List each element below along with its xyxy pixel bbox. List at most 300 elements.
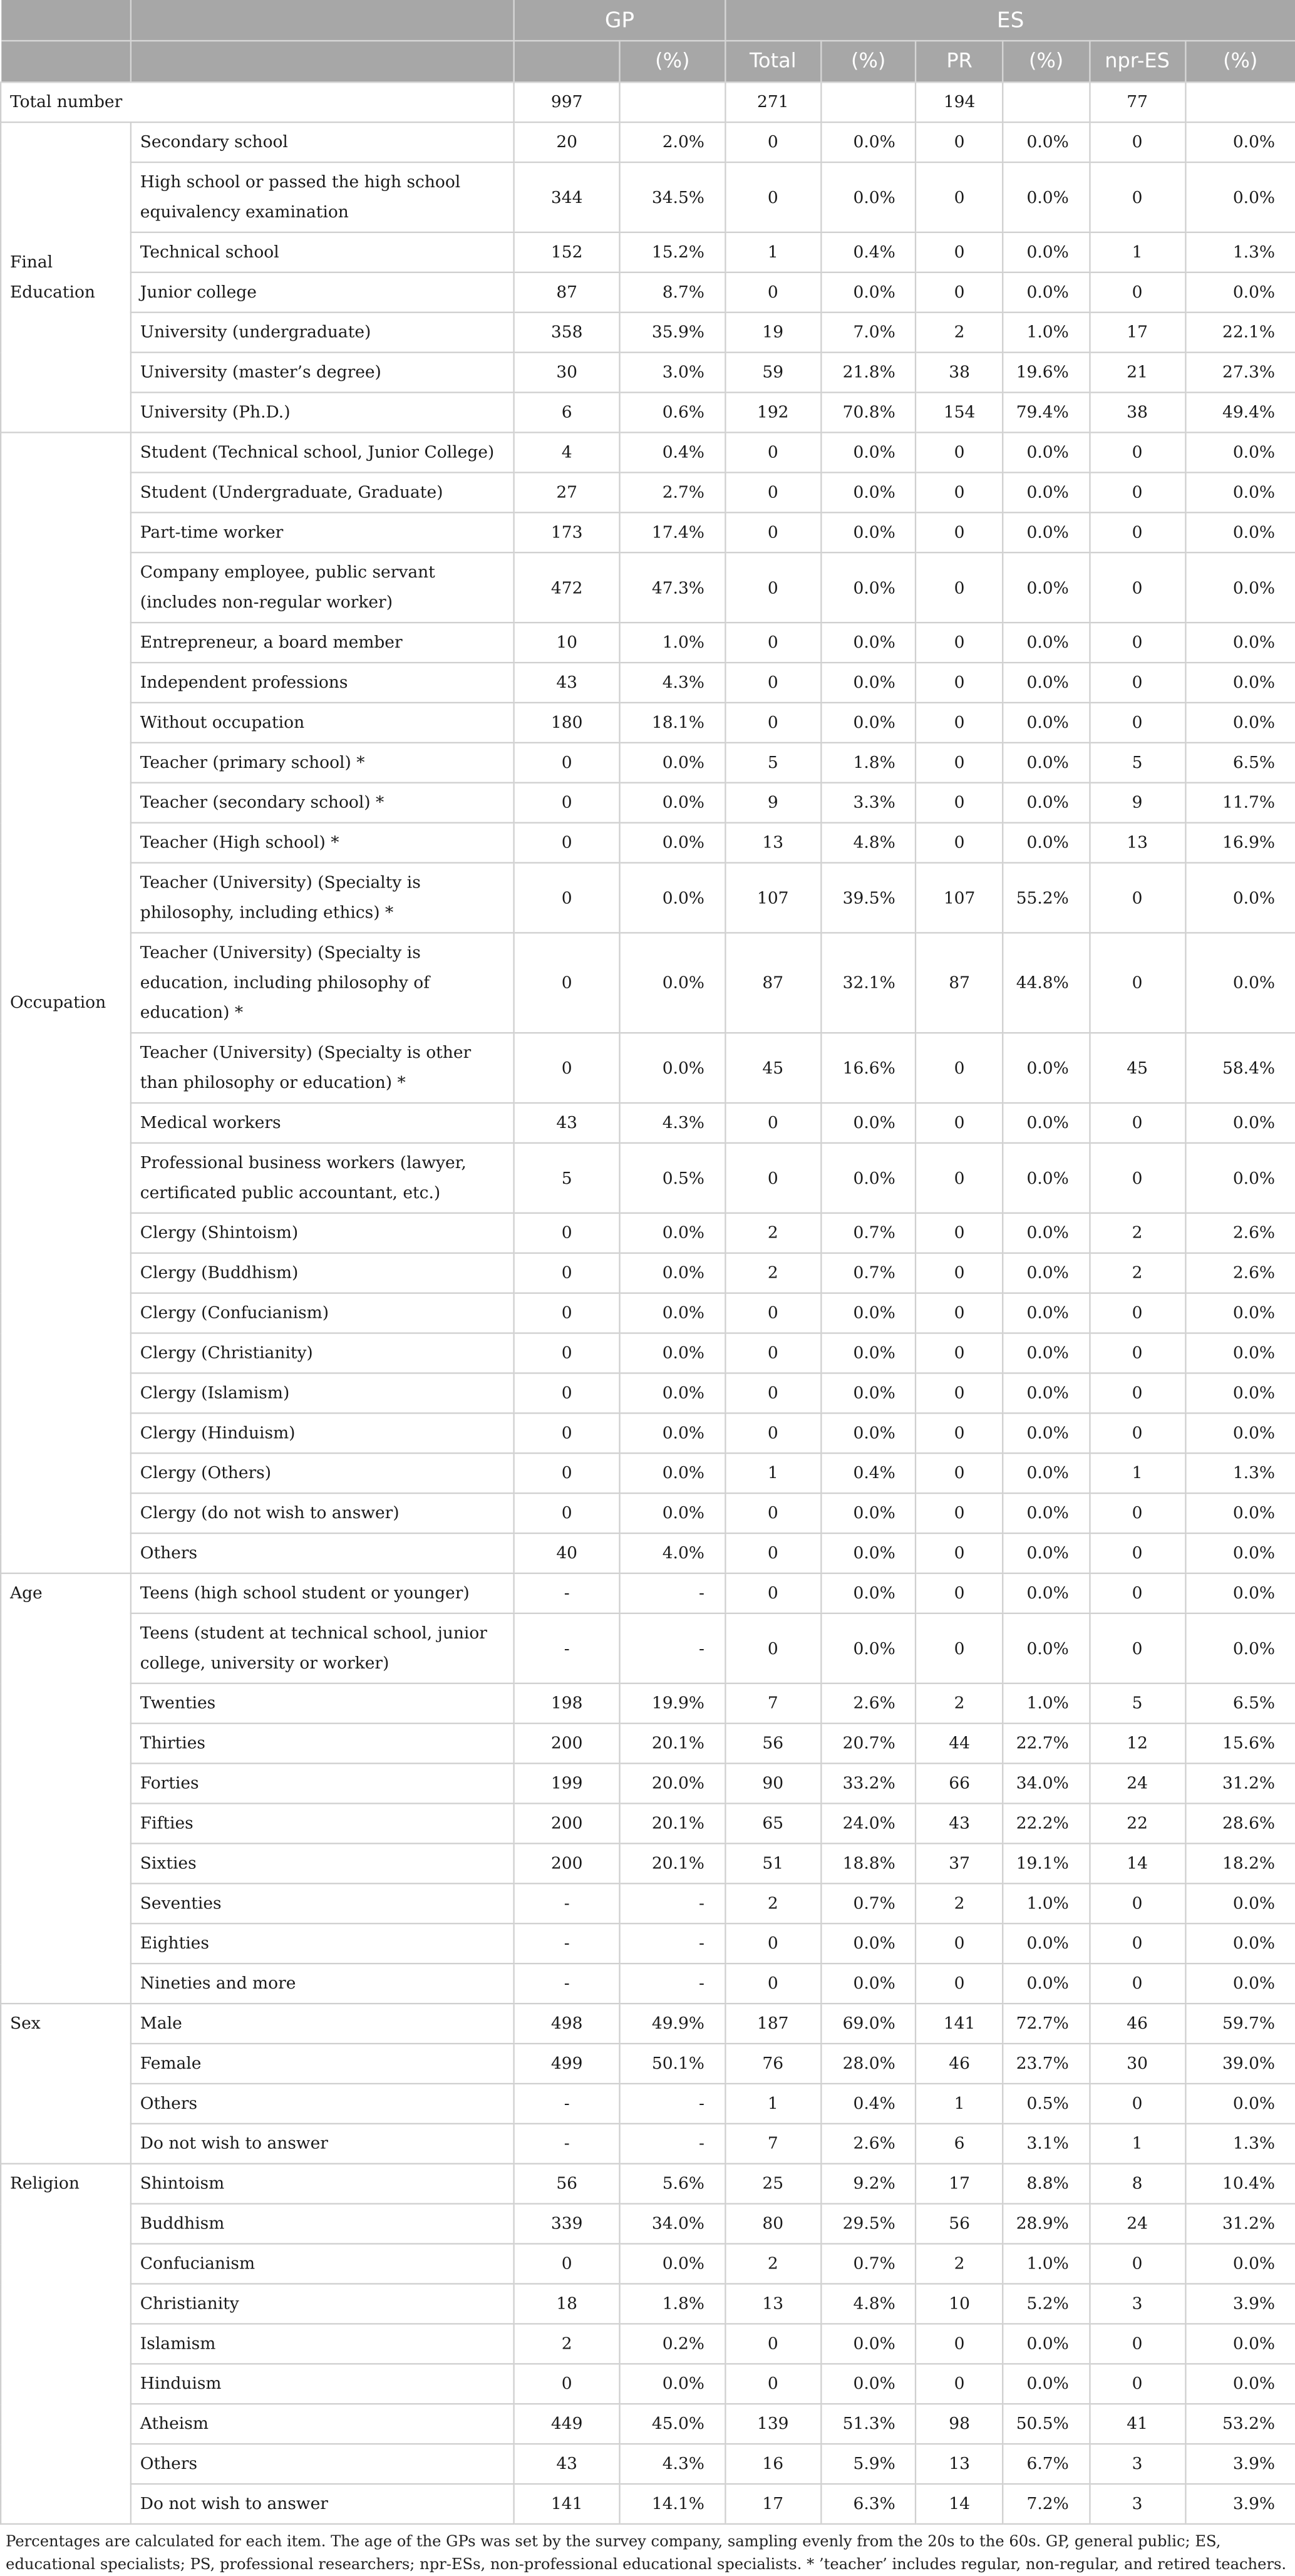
pr-pct-cell: 0.0% xyxy=(1003,743,1090,783)
category-cell: Sex xyxy=(1,2004,131,2164)
pr-count-cell: 0 xyxy=(916,1493,1003,1533)
es-total-cell: 0 xyxy=(725,1293,820,1333)
header-blank-cell xyxy=(1,41,131,82)
row-label: Teacher (High school) * xyxy=(131,823,514,863)
npr-es-pct-cell: 0.0% xyxy=(1185,2364,1295,2404)
row-label: Technical school xyxy=(131,232,514,272)
npr-es-pct-cell: 2.6% xyxy=(1185,1213,1295,1253)
pr-count-cell: 0 xyxy=(916,663,1003,703)
npr-es-pct-cell: 1.3% xyxy=(1185,2124,1295,2164)
pr-pct-cell: 0.0% xyxy=(1003,162,1090,232)
gp-pct-cell: 14.1% xyxy=(619,2484,725,2524)
table-row xyxy=(1,1213,1295,1253)
npr-es-count-cell: 9 xyxy=(1090,783,1185,823)
npr-es-pct-cell: 15.6% xyxy=(1185,1724,1295,1764)
gp-pct-cell: 3.0% xyxy=(619,353,725,393)
gp-pct-cell: 15.2% xyxy=(619,232,725,272)
total-es-pct xyxy=(820,82,916,122)
table-row xyxy=(1,393,1295,433)
pr-count-cell: 0 xyxy=(916,1103,1003,1143)
npr-es-count-cell: 0 xyxy=(1090,703,1185,743)
gp-count-cell: 4 xyxy=(514,432,620,472)
npr-es-pct-cell: 0.0% xyxy=(1185,663,1295,703)
npr-es-pct-cell: 0.0% xyxy=(1185,623,1295,663)
row-label: Teens (high school student or younger) xyxy=(131,1573,514,1613)
es-total-cell: 13 xyxy=(725,823,820,863)
header-es-total: Total xyxy=(725,41,820,82)
table-row xyxy=(1,823,1295,863)
gp-pct-cell: 4.0% xyxy=(619,1533,725,1573)
es-total-pct-cell: 4.8% xyxy=(820,2284,916,2324)
pr-pct-cell: 0.0% xyxy=(1003,512,1090,552)
npr-es-pct-cell: 1.3% xyxy=(1185,232,1295,272)
es-total-cell: 59 xyxy=(725,353,820,393)
npr-es-pct-cell: 0.0% xyxy=(1185,432,1295,472)
table-row xyxy=(1,2164,1295,2204)
es-total-cell: 0 xyxy=(725,623,820,663)
es-total-cell: 5 xyxy=(725,743,820,783)
row-label: Nineties and more xyxy=(131,1963,514,2004)
total-es: 271 xyxy=(725,82,820,122)
es-total-cell: 0 xyxy=(725,1923,820,1963)
pr-pct-cell: 0.0% xyxy=(1003,1333,1090,1373)
gp-pct-cell: - xyxy=(619,1923,725,1963)
gp-count-cell: 0 xyxy=(514,1213,620,1253)
gp-count-cell: 0 xyxy=(514,1293,620,1333)
es-total-cell: 0 xyxy=(725,472,820,512)
npr-es-pct-cell: 39.0% xyxy=(1185,2044,1295,2084)
es-total-cell: 0 xyxy=(725,1533,820,1573)
row-label: Clergy (do not wish to answer) xyxy=(131,1493,514,1533)
npr-es-count-cell: 13 xyxy=(1090,823,1185,863)
pr-count-cell: 17 xyxy=(916,2164,1003,2204)
pr-count-cell: 107 xyxy=(916,863,1003,933)
npr-es-pct-cell: 2.6% xyxy=(1185,1253,1295,1293)
es-total-pct-cell: 33.2% xyxy=(820,1764,916,1804)
npr-es-count-cell: 21 xyxy=(1090,353,1185,393)
npr-es-pct-cell: 0.0% xyxy=(1185,1103,1295,1143)
es-total-cell: 2 xyxy=(725,1213,820,1253)
npr-es-count-cell: 0 xyxy=(1090,2364,1185,2404)
gp-pct-cell: 0.0% xyxy=(619,933,725,1033)
pr-count-cell: 0 xyxy=(916,623,1003,663)
row-label: Teacher (primary school) * xyxy=(131,743,514,783)
row-label: Without occupation xyxy=(131,703,514,743)
gp-count-cell: 0 xyxy=(514,1373,620,1413)
npr-es-count-cell: 0 xyxy=(1090,1963,1185,2004)
row-label: Shintoism xyxy=(131,2164,514,2204)
es-total-pct-cell: 0.0% xyxy=(820,623,916,663)
pr-pct-cell: 0.0% xyxy=(1003,823,1090,863)
es-total-cell: 90 xyxy=(725,1764,820,1804)
es-total-pct-cell: 5.9% xyxy=(820,2444,916,2484)
pr-pct-cell: 1.0% xyxy=(1003,1684,1090,1724)
es-total-cell: 192 xyxy=(725,393,820,433)
npr-es-count-cell: 14 xyxy=(1090,1843,1185,1883)
row-label: Confucianism xyxy=(131,2244,514,2284)
pr-pct-cell: 0.0% xyxy=(1003,232,1090,272)
npr-es-count-cell: 3 xyxy=(1090,2284,1185,2324)
npr-es-count-cell: 38 xyxy=(1090,393,1185,433)
row-label: Christianity xyxy=(131,2284,514,2324)
row-label: Thirties xyxy=(131,1724,514,1764)
es-total-pct-cell: 18.8% xyxy=(820,1843,916,1883)
npr-es-count-cell: 17 xyxy=(1090,313,1185,353)
es-total-cell: 0 xyxy=(725,1613,820,1684)
gp-count-cell: 200 xyxy=(514,1803,620,1843)
es-total-pct-cell: 0.0% xyxy=(820,552,916,623)
table-row xyxy=(1,1883,1295,1923)
npr-es-pct-cell: 0.0% xyxy=(1185,552,1295,623)
gp-count-cell: 87 xyxy=(514,272,620,313)
pr-pct-cell: 44.8% xyxy=(1003,933,1090,1033)
row-label: Medical workers xyxy=(131,1103,514,1143)
es-total-cell: 9 xyxy=(725,783,820,823)
npr-es-count-cell: 0 xyxy=(1090,1533,1185,1573)
pr-count-cell: 0 xyxy=(916,2364,1003,2404)
gp-pct-cell: 34.5% xyxy=(619,162,725,232)
gp-pct-cell: 0.6% xyxy=(619,393,725,433)
gp-count-cell: 0 xyxy=(514,933,620,1033)
npr-es-count-cell: 3 xyxy=(1090,2484,1185,2524)
npr-es-count-cell: 8 xyxy=(1090,2164,1185,2204)
gp-pct-cell: 1.8% xyxy=(619,2284,725,2324)
es-total-pct-cell: 0.0% xyxy=(820,1533,916,1573)
header-blank-cell xyxy=(131,41,514,82)
row-label: Clergy (Shintoism) xyxy=(131,1213,514,1253)
table-row xyxy=(1,122,1295,162)
table-row xyxy=(1,1613,1295,1684)
pr-pct-cell: 1.0% xyxy=(1003,1883,1090,1923)
es-total-pct-cell: 0.4% xyxy=(820,2084,916,2124)
gp-pct-cell: 0.0% xyxy=(619,2244,725,2284)
pr-count-cell: 2 xyxy=(916,2244,1003,2284)
npr-es-pct-cell: 58.4% xyxy=(1185,1033,1295,1103)
npr-es-count-cell: 0 xyxy=(1090,2244,1185,2284)
es-total-cell: 19 xyxy=(725,313,820,353)
pr-pct-cell: 0.0% xyxy=(1003,703,1090,743)
pr-count-cell: 2 xyxy=(916,313,1003,353)
npr-es-count-cell: 5 xyxy=(1090,1684,1185,1724)
row-label: Seventies xyxy=(131,1883,514,1923)
table-row xyxy=(1,272,1295,313)
gp-pct-cell: 0.2% xyxy=(619,2324,725,2364)
row-label: Teacher (University) (Specialty is education, including philosophy of education) * xyxy=(131,933,514,1033)
gp-pct-cell: 47.3% xyxy=(619,552,725,623)
es-total-cell: 0 xyxy=(725,1103,820,1143)
es-total-cell: 0 xyxy=(725,1333,820,1373)
gp-count-cell: - xyxy=(514,1963,620,2004)
gp-pct-cell: 2.0% xyxy=(619,122,725,162)
npr-es-count-cell: 0 xyxy=(1090,1883,1185,1923)
gp-count-cell: 449 xyxy=(514,2404,620,2444)
npr-es-count-cell: 0 xyxy=(1090,1493,1185,1533)
npr-es-count-cell: 0 xyxy=(1090,1613,1185,1684)
pr-count-cell: 0 xyxy=(916,1213,1003,1253)
gp-count-cell: 0 xyxy=(514,2244,620,2284)
pr-count-cell: 0 xyxy=(916,122,1003,162)
npr-es-pct-cell: 0.0% xyxy=(1185,1143,1295,1213)
pr-pct-cell: 0.0% xyxy=(1003,1613,1090,1684)
npr-es-pct-cell: 0.0% xyxy=(1185,1533,1295,1573)
gp-count-cell: 6 xyxy=(514,393,620,433)
es-total-cell: 0 xyxy=(725,1963,820,2004)
table-row xyxy=(1,1533,1295,1573)
row-label: Clergy (Others) xyxy=(131,1453,514,1493)
gp-pct-cell: 0.5% xyxy=(619,1143,725,1213)
pr-count-cell: 66 xyxy=(916,1764,1003,1804)
pr-pct-cell: 0.0% xyxy=(1003,1253,1090,1293)
npr-es-pct-cell: 6.5% xyxy=(1185,743,1295,783)
es-total-pct-cell: 0.0% xyxy=(820,1573,916,1613)
pr-count-cell: 154 xyxy=(916,393,1003,433)
pr-pct-cell: 0.0% xyxy=(1003,1533,1090,1573)
es-total-pct-cell: 2.6% xyxy=(820,1684,916,1724)
pr-pct-cell: 0.0% xyxy=(1003,2364,1090,2404)
gp-pct-cell: 0.0% xyxy=(619,1333,725,1373)
npr-es-count-cell: 12 xyxy=(1090,1724,1185,1764)
pr-pct-cell: 0.0% xyxy=(1003,1493,1090,1533)
gp-count-cell: 200 xyxy=(514,1843,620,1883)
pr-pct-cell: 0.0% xyxy=(1003,1143,1090,1213)
es-total-cell: 87 xyxy=(725,933,820,1033)
pr-pct-cell: 0.0% xyxy=(1003,623,1090,663)
es-total-pct-cell: 21.8% xyxy=(820,353,916,393)
es-total-pct-cell: 1.8% xyxy=(820,743,916,783)
es-total-pct-cell: 0.7% xyxy=(820,1883,916,1923)
header-es: ES xyxy=(725,0,1295,41)
npr-es-pct-cell: 0.0% xyxy=(1185,1493,1295,1533)
row-label: Islamism xyxy=(131,2324,514,2364)
es-total-cell: 56 xyxy=(725,1724,820,1764)
row-label: Eighties xyxy=(131,1923,514,1963)
es-total-pct-cell: 0.0% xyxy=(820,2364,916,2404)
table-row xyxy=(1,2244,1295,2284)
es-total-pct-cell: 32.1% xyxy=(820,933,916,1033)
pr-pct-cell: 34.0% xyxy=(1003,1764,1090,1804)
pr-count-cell: 0 xyxy=(916,232,1003,272)
pr-count-cell: 1 xyxy=(916,2084,1003,2124)
pr-count-cell: 0 xyxy=(916,1573,1003,1613)
gp-count-cell: 20 xyxy=(514,122,620,162)
es-total-pct-cell: 69.0% xyxy=(820,2004,916,2044)
es-total-pct-cell: 16.6% xyxy=(820,1033,916,1103)
es-total-cell: 2 xyxy=(725,2244,820,2284)
pr-count-cell: 0 xyxy=(916,743,1003,783)
gp-pct-cell: - xyxy=(619,1613,725,1684)
pr-count-cell: 0 xyxy=(916,1373,1003,1413)
npr-es-pct-cell: 0.0% xyxy=(1185,703,1295,743)
row-label: Do not wish to answer xyxy=(131,2484,514,2524)
gp-count-cell: 43 xyxy=(514,2444,620,2484)
row-label: Student (Technical school, Junior College) xyxy=(131,432,514,472)
table-row xyxy=(1,512,1295,552)
npr-es-count-cell: 0 xyxy=(1090,623,1185,663)
es-total-pct-cell: 0.0% xyxy=(820,1493,916,1533)
es-total-pct-cell: 0.0% xyxy=(820,162,916,232)
table-row xyxy=(1,623,1295,663)
pr-count-cell: 6 xyxy=(916,2124,1003,2164)
pr-count-cell: 0 xyxy=(916,272,1003,313)
header-group-row xyxy=(1,0,1295,41)
npr-es-pct-cell: 0.0% xyxy=(1185,1613,1295,1684)
es-total-pct-cell: 0.0% xyxy=(820,1293,916,1333)
npr-es-count-cell: 0 xyxy=(1090,512,1185,552)
table-row xyxy=(1,1333,1295,1373)
pr-pct-cell: 22.7% xyxy=(1003,1724,1090,1764)
gp-pct-cell: - xyxy=(619,1883,725,1923)
row-label: Male xyxy=(131,2004,514,2044)
es-total-pct-cell: 0.0% xyxy=(820,703,916,743)
gp-pct-cell: 50.1% xyxy=(619,2044,725,2084)
es-total-cell: 16 xyxy=(725,2444,820,2484)
pr-count-cell: 0 xyxy=(916,823,1003,863)
pr-count-cell: 56 xyxy=(916,2204,1003,2244)
pr-pct-cell: 0.0% xyxy=(1003,1413,1090,1453)
pr-count-cell: 0 xyxy=(916,2324,1003,2364)
gp-count-cell: 2 xyxy=(514,2324,620,2364)
es-total-pct-cell: 6.3% xyxy=(820,2484,916,2524)
gp-count-cell: 472 xyxy=(514,552,620,623)
row-label: Do not wish to answer xyxy=(131,2124,514,2164)
npr-es-count-cell: 0 xyxy=(1090,552,1185,623)
gp-count-cell: 339 xyxy=(514,2204,620,2244)
gp-count-cell: 27 xyxy=(514,472,620,512)
gp-count-cell: 141 xyxy=(514,2484,620,2524)
pr-pct-cell: 0.0% xyxy=(1003,1573,1090,1613)
total-pr-pct xyxy=(1003,82,1090,122)
pr-pct-cell: 0.0% xyxy=(1003,663,1090,703)
npr-es-count-cell: 24 xyxy=(1090,2204,1185,2244)
gp-pct-cell: 20.1% xyxy=(619,1724,725,1764)
table-row xyxy=(1,313,1295,353)
es-total-cell: 0 xyxy=(725,512,820,552)
es-total-cell: 0 xyxy=(725,1143,820,1213)
npr-es-count-cell: 0 xyxy=(1090,663,1185,703)
npr-es-pct-cell: 49.4% xyxy=(1185,393,1295,433)
gp-pct-cell: 35.9% xyxy=(619,313,725,353)
gp-count-cell: 180 xyxy=(514,703,620,743)
es-total-pct-cell: 39.5% xyxy=(820,863,916,933)
header-blank-cell xyxy=(1,0,131,41)
pr-pct-cell: 0.0% xyxy=(1003,1293,1090,1333)
npr-es-count-cell: 45 xyxy=(1090,1033,1185,1103)
gp-pct-cell: 20.1% xyxy=(619,1803,725,1843)
pr-pct-cell: 0.0% xyxy=(1003,1963,1090,2004)
es-total-cell: 7 xyxy=(725,1684,820,1724)
pr-pct-cell: 0.0% xyxy=(1003,432,1090,472)
gp-pct-cell: 17.4% xyxy=(619,512,725,552)
npr-es-pct-cell: 1.3% xyxy=(1185,1453,1295,1493)
es-total-cell: 7 xyxy=(725,2124,820,2164)
row-label: Professional business workers (lawyer, certificated public accountant, etc.) xyxy=(131,1143,514,1213)
table-body xyxy=(1,82,1295,2524)
row-label: Clergy (Confucianism) xyxy=(131,1293,514,1333)
table-row xyxy=(1,2484,1295,2524)
table-row xyxy=(1,2004,1295,2044)
gp-count-cell: 0 xyxy=(514,1453,620,1493)
gp-pct-cell: 0.0% xyxy=(619,823,725,863)
es-total-cell: 65 xyxy=(725,1803,820,1843)
es-total-pct-cell: 51.3% xyxy=(820,2404,916,2444)
es-total-pct-cell: 0.7% xyxy=(820,1213,916,1253)
npr-es-count-cell: 0 xyxy=(1090,162,1185,232)
table-row xyxy=(1,2204,1295,2244)
pr-pct-cell: 72.7% xyxy=(1003,2004,1090,2044)
npr-es-pct-cell: 0.0% xyxy=(1185,1923,1295,1963)
npr-es-pct-cell: 0.0% xyxy=(1185,512,1295,552)
npr-es-count-cell: 24 xyxy=(1090,1764,1185,1804)
gp-count-cell: 0 xyxy=(514,823,620,863)
header-npr-es: npr-ES xyxy=(1090,41,1185,82)
pr-count-cell: 0 xyxy=(916,1613,1003,1684)
npr-es-pct-cell: 6.5% xyxy=(1185,1684,1295,1724)
pr-pct-cell: 6.7% xyxy=(1003,2444,1090,2484)
table-row xyxy=(1,1373,1295,1413)
npr-es-count-cell: 0 xyxy=(1090,122,1185,162)
npr-es-count-cell: 0 xyxy=(1090,1373,1185,1413)
gp-count-cell: - xyxy=(514,2084,620,2124)
total-npr-es: 77 xyxy=(1090,82,1185,122)
es-total-cell: 0 xyxy=(725,2364,820,2404)
table-row xyxy=(1,1843,1295,1883)
pr-count-cell: 0 xyxy=(916,162,1003,232)
pr-count-cell: 0 xyxy=(916,1963,1003,2004)
total-gp-pct xyxy=(619,82,725,122)
es-total-cell: 2 xyxy=(725,1883,820,1923)
gp-count-cell: - xyxy=(514,1883,620,1923)
es-total-pct-cell: 0.0% xyxy=(820,1923,916,1963)
pr-pct-cell: 22.2% xyxy=(1003,1803,1090,1843)
pr-count-cell: 0 xyxy=(916,1033,1003,1103)
es-total-pct-cell: 0.0% xyxy=(820,1373,916,1413)
gp-count-cell: 344 xyxy=(514,162,620,232)
es-total-cell: 187 xyxy=(725,2004,820,2044)
npr-es-pct-cell: 16.9% xyxy=(1185,823,1295,863)
gp-count-cell: 0 xyxy=(514,1033,620,1103)
es-total-pct-cell: 28.0% xyxy=(820,2044,916,2084)
pr-count-cell: 0 xyxy=(916,1143,1003,1213)
es-total-cell: 0 xyxy=(725,122,820,162)
es-total-cell: 0 xyxy=(725,2324,820,2364)
total-npr-es-pct xyxy=(1185,82,1295,122)
es-total-pct-cell: 0.0% xyxy=(820,2324,916,2364)
pr-count-cell: 87 xyxy=(916,933,1003,1033)
row-label: Clergy (Buddhism) xyxy=(131,1253,514,1293)
es-total-cell: 76 xyxy=(725,2044,820,2084)
table-row xyxy=(1,663,1295,703)
es-total-pct-cell: 0.0% xyxy=(820,1333,916,1373)
npr-es-count-cell: 5 xyxy=(1090,743,1185,783)
es-total-cell: 1 xyxy=(725,232,820,272)
npr-es-pct-cell: 0.0% xyxy=(1185,2324,1295,2364)
pr-count-cell: 0 xyxy=(916,1413,1003,1453)
pr-pct-cell: 5.2% xyxy=(1003,2284,1090,2324)
gp-count-cell: 0 xyxy=(514,1413,620,1453)
es-total-cell: 0 xyxy=(725,162,820,232)
gp-pct-cell: 45.0% xyxy=(619,2404,725,2444)
npr-es-pct-cell: 0.0% xyxy=(1185,1963,1295,2004)
header-es-total-pct: (%) xyxy=(820,41,916,82)
table-row xyxy=(1,1764,1295,1804)
gp-pct-cell: 0.0% xyxy=(619,1213,725,1253)
gp-count-cell: 200 xyxy=(514,1724,620,1764)
npr-es-pct-cell: 0.0% xyxy=(1185,1573,1295,1613)
pr-count-cell: 0 xyxy=(916,1533,1003,1573)
table-row xyxy=(1,1293,1295,1333)
es-total-cell: 0 xyxy=(725,1493,820,1533)
row-label: Fifties xyxy=(131,1803,514,1843)
